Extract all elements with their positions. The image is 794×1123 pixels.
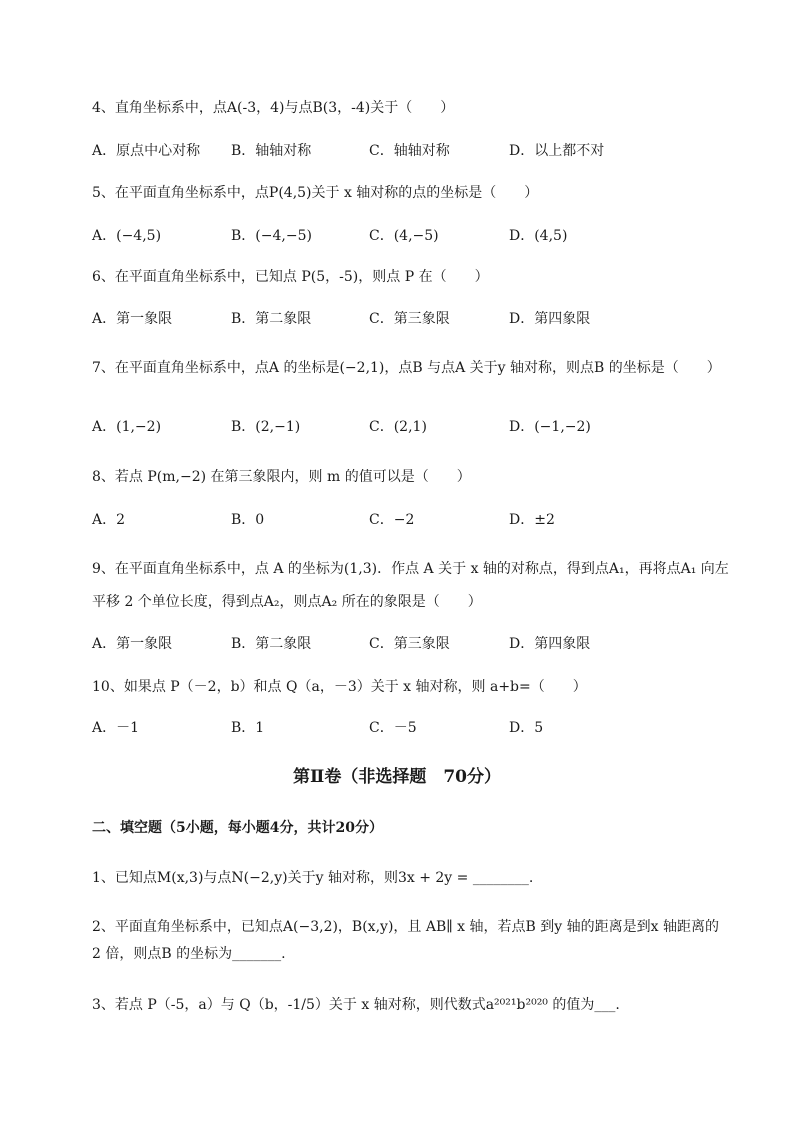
q7-option-b[interactable]: B．(2,−1) <box>231 419 301 435</box>
q6-option-c[interactable]: C．第三象限 <box>369 311 450 327</box>
q5-option-b[interactable]: B．(−4,−5) <box>231 228 312 244</box>
fill-q2-line2: 2 倍，则点B 的坐标为_______. <box>92 946 286 962</box>
q7-option-d[interactable]: D．(−1,−2) <box>509 419 591 435</box>
q9-option-c[interactable]: C．第三象限 <box>369 636 450 652</box>
fill-q2-line1: 2、平面直角坐标系中，已知点A(−3,2)，B(x,y)，且 AB∥ x 轴，若点B 到y 轴的距离是到x 轴距离的 <box>92 919 719 935</box>
q9-option-d[interactable]: D．第四象限 <box>509 636 591 652</box>
q10-stem: 10、如果点 P（－2，b）和点 Q（a，－3）关于 x 轴对称，则 a+b=（ ） <box>92 679 587 695</box>
q10-option-a[interactable]: A．－1 <box>92 720 140 736</box>
q4-option-c[interactable]: C．轴轴对称 <box>369 143 450 159</box>
q8-option-b[interactable]: B．0 <box>231 512 265 528</box>
q9-stem-line2: 平移 2 个单位长度，得到点A₂，则点A₂ 所在的象限是（ ） <box>92 594 482 610</box>
q10-option-b[interactable]: B．1 <box>231 720 265 736</box>
q5-stem: 5、在平面直角坐标系中，点P(4,5)关于 x 轴对称的点的坐标是（ ） <box>92 185 539 201</box>
q4-option-d[interactable]: D．以上都不对 <box>509 143 605 159</box>
q6-option-d[interactable]: D．第四象限 <box>509 311 591 327</box>
q10-option-d[interactable]: D．5 <box>509 720 544 736</box>
q5-option-d[interactable]: D．(4,5) <box>509 228 568 244</box>
q4-option-a[interactable]: A．原点中心对称 <box>92 143 201 159</box>
q6-option-a[interactable]: A．第一象限 <box>92 311 173 327</box>
q9-stem-line1: 9、在平面直角坐标系中，点 A 的坐标为(1,3)．作点 A 关于 x 轴的对称点，得到点A₁，再将点A₁ 向左 <box>92 561 729 577</box>
q8-stem: 8、若点 P(m,−2) 在第三象限内，则 m 的值可以是（ ） <box>92 469 471 485</box>
q10-option-c[interactable]: C．－5 <box>369 720 417 736</box>
q8-option-c[interactable]: C．−2 <box>369 512 415 528</box>
q6-stem: 6、在平面直角坐标系中，已知点 P(5，-5)，则点 P 在（ ） <box>92 269 489 285</box>
q8-option-a[interactable]: A．2 <box>92 512 126 528</box>
q4-option-b[interactable]: B．轴轴对称 <box>231 143 312 159</box>
q7-stem: 7、在平面直角坐标系中，点A 的坐标是(−2,1)，点B 与点A 关于y 轴对称，则点B 的坐标是（ ） <box>92 360 721 376</box>
q8-option-d[interactable]: D．±2 <box>509 512 555 528</box>
q9-option-b[interactable]: B．第二象限 <box>231 636 312 652</box>
q6-option-b[interactable]: B．第二象限 <box>231 311 312 327</box>
q5-option-c[interactable]: C．(4,−5) <box>369 228 439 244</box>
part2-title: 第Ⅱ卷（非选择题 70分） <box>293 767 501 787</box>
fill-blank-section-title: 二、填空题（5小题，每小题4分，共计20分） <box>92 820 383 836</box>
fill-q1: 1、已知点M(x,3)与点N(−2,y)关于y 轴对称，则3x + 2y = ________. <box>92 870 534 886</box>
q7-option-a[interactable]: A．(1,−2) <box>92 419 162 435</box>
q4-stem: 4、直角坐标系中，点A(-3，4)与点B(3，-4)关于（ ） <box>92 100 455 116</box>
q9-option-a[interactable]: A．第一象限 <box>92 636 173 652</box>
q5-option-a[interactable]: A．(−4,5) <box>92 228 162 244</box>
q7-option-c[interactable]: C．(2,1) <box>369 419 427 435</box>
fill-q3: 3、若点 P（-5，a）与 Q（b，-1/5）关于 x 轴对称，则代数式a²⁰²¹b²⁰²⁰ 的值为___. <box>92 997 620 1013</box>
